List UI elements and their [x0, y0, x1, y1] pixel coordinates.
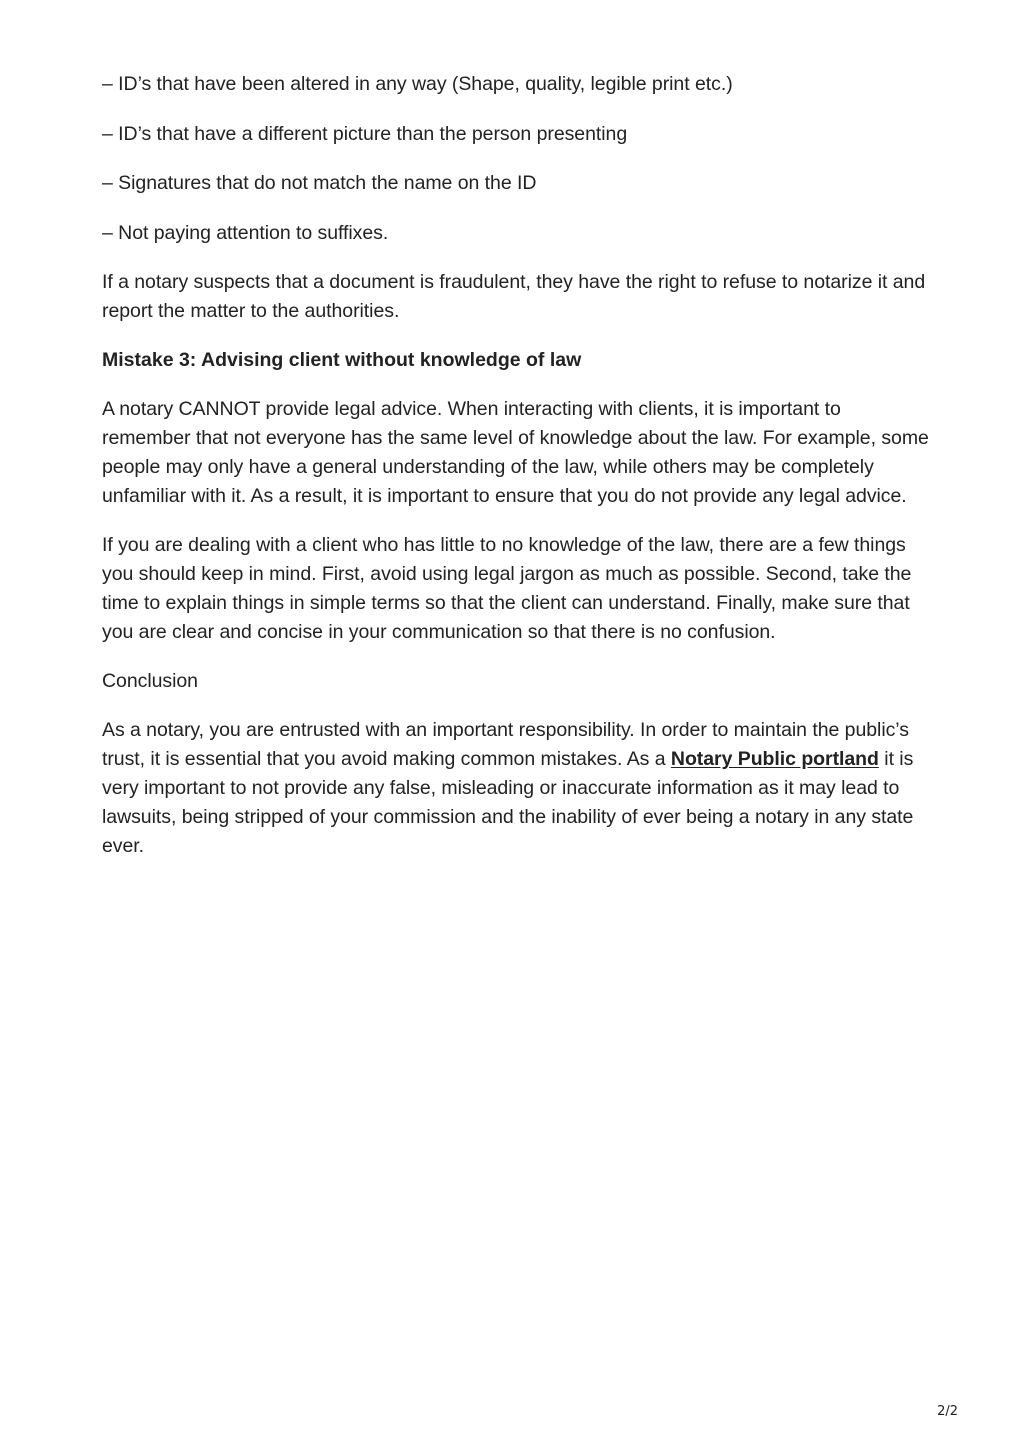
conclusion-heading: Conclusion	[102, 670, 198, 693]
mistake-3-heading: Mistake 3: Advising client without knowledge of law	[102, 349, 582, 372]
bullet-item-altered-id: – ID’s that have been altered in any way (Shape, quality, legible print etc.)	[102, 73, 733, 95]
client-paragraph: If you are dealing with a client who has little to no knowledge of the law, there are a few things you should keep in mind. First, avoid using legal jargon as much as possible. Second, take the time to explain things in simple terms so that the client can understand. Finally, make sure that you are clear and concise in your communication so that there is no confusion.	[102, 534, 912, 644]
document-body	[102, 70, 932, 881]
fraud-paragraph: If a notary suspects that a document is fraudulent, they have the right to refuse to notarize it and report the matter to the authorities.	[102, 271, 926, 323]
bullet-item-suffixes: – Not paying attention to suffixes.	[102, 221, 389, 244]
legal-advice-paragraph: A notary CANNOT provide legal advice. When interacting with clients, it is important to remember that not everyone has the same level of knowledge about the law. For example, some people may only have a general understanding of the law, while others may be completely unfamiliar with it. As a result, it is important to ensure that you do not provide any legal advice.	[102, 398, 929, 508]
bullet-item-signature-mismatch: – Signatures that do not match the name on the ID	[102, 172, 537, 195]
page-number: 2/2	[937, 1404, 958, 1419]
conclusion-paragraph	[102, 716, 932, 861]
notary-public-portland-link[interactable]: Notary Public portland	[670, 748, 879, 771]
conclusion-text-before-link: As a notary, you are entrusted with an important responsibility. In order to maintain the public’s trust, it is essential that you avoid making common mistakes. As a	[102, 719, 909, 771]
conclusion-text-after-link: it is very important to not provide any false, misleading or inaccurate information as it may lead to lawsuits, being stripped of your commission and the inability of ever being a notary in any state ever.	[102, 748, 914, 858]
bullet-item-different-picture: – ID’s that have a different picture than the person presenting	[102, 122, 628, 145]
